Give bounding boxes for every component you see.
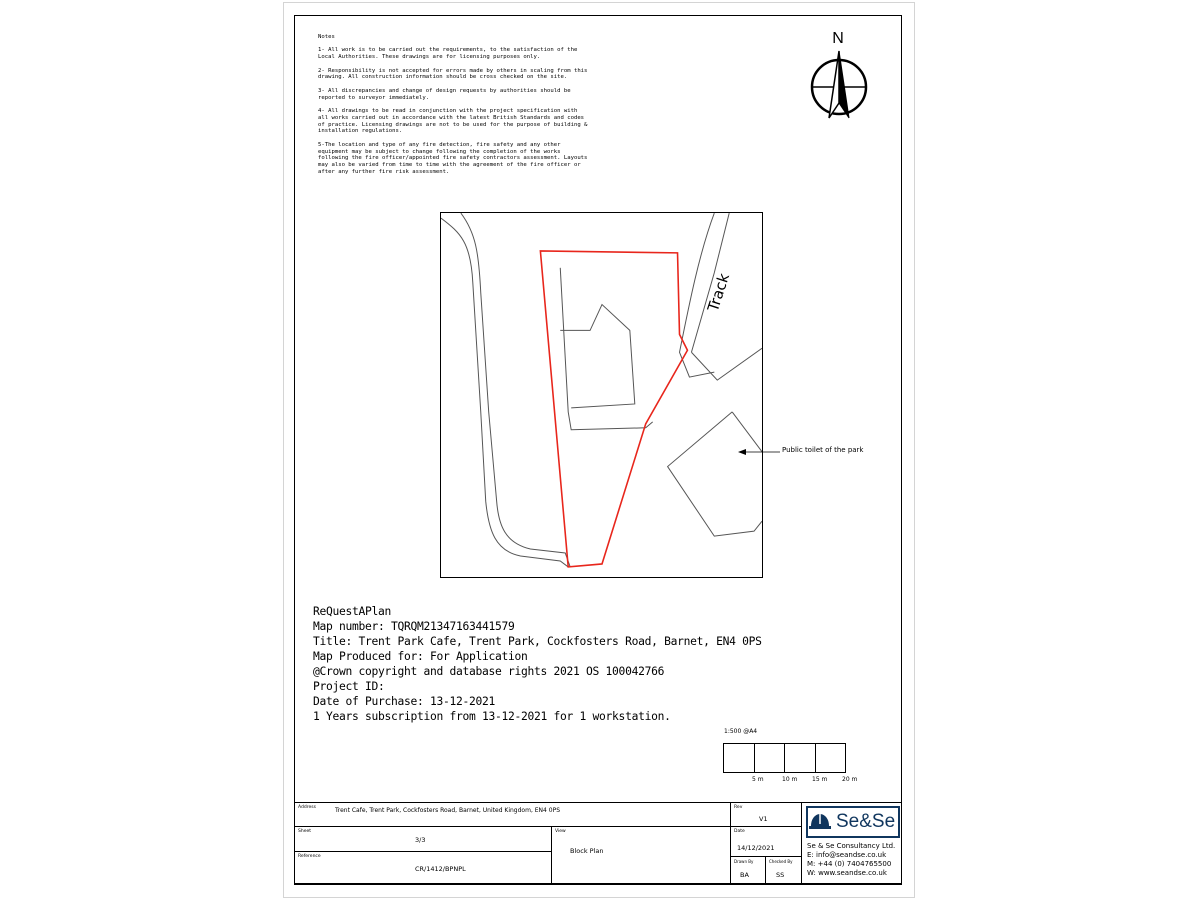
company-phone: M: +44 (0) 7404765500 (807, 860, 892, 868)
view-cell (551, 826, 731, 885)
note-item: 4- All drawings to be read in conjunction with the project specification with all works carried out in accordance with the latest British Standards and codes of practice. Licensing drawings are not to be used for the purpose of building & installation regulations. (318, 108, 588, 135)
rev-label: Rev (734, 805, 743, 810)
checked-by-value: SS (776, 871, 785, 879)
map-number: Map number: TQRQM21347163441579 (313, 620, 515, 633)
scale-segment (754, 743, 786, 773)
notes-block (318, 27, 588, 182)
reference-label: Reference (298, 854, 321, 859)
note-item: 3- All discrepancies and change of design requests by authorities should be reported to surveyor immediately. (318, 87, 571, 101)
site-boundary (540, 251, 687, 567)
scale-segments (724, 743, 846, 773)
scale-label: 15 m (812, 776, 828, 783)
note-item: 1- All work is to be carried out the requirements, to the satisfaction of the Local Authorities. These drawings are for licensing purposes only. (318, 47, 578, 60)
toilet-label: Public toilet of the park (782, 446, 864, 454)
subscription: 1 Years subscription from 13-12-2021 for 1 workstation. (313, 710, 671, 723)
note-item: 2- Responsibility is not accepted for errors made by others in scaling from this drawing. All construction information should be cross checked on the site. (318, 67, 588, 81)
reference-value: CR/1412/BPNPL (415, 865, 466, 873)
produced-for: Map Produced for: For Application (313, 650, 528, 663)
arrow-left-icon (738, 447, 780, 457)
checked-by-cell (765, 856, 802, 885)
site-map-drawing (441, 213, 762, 577)
checked-by-label: Checked By (769, 859, 793, 864)
copyright: @Crown copyright and database rights 2021 OS 100042766 (313, 665, 665, 678)
scale-label: 5 m (752, 776, 764, 783)
scale-segment (723, 743, 755, 773)
north-arrow-icon (805, 25, 875, 121)
scale-label: 10 m (782, 776, 798, 783)
scale-segment (815, 743, 847, 773)
notes-heading: Notes (318, 33, 335, 40)
rev-cell (730, 802, 802, 827)
reference-cell (294, 851, 552, 885)
toilet-outline (732, 412, 762, 452)
map-title: Title: Trent Park Cafe, Trent Park, Cockfosters Road, Barnet, EN4 0PS (313, 635, 762, 648)
road-edge-left (441, 218, 568, 567)
rev-value: V1 (759, 815, 768, 823)
scale-title: 1:500 @A4 (724, 728, 758, 735)
sheet-cell (294, 826, 552, 852)
company-web: W: www.seandse.co.uk (807, 869, 887, 877)
compass-label: N (832, 30, 844, 47)
date-value: 14/12/2021 (737, 844, 775, 852)
address-label: Address (298, 805, 316, 810)
company-logo (806, 806, 900, 838)
purchase-date: Date of Purchase: 13-12-2021 (313, 695, 496, 708)
company-name: Se & Se Consultancy Ltd. (807, 842, 896, 850)
view-value: Block Plan (570, 847, 604, 855)
sheet-value: 3/3 (415, 836, 426, 844)
company-email: E: info@seandse.co.uk (807, 851, 887, 859)
scale-segment (784, 743, 816, 773)
date-cell (730, 826, 802, 857)
road-edge-right (461, 213, 570, 567)
track-edge (691, 348, 762, 380)
toilet-outline (668, 412, 762, 536)
scale-bar (724, 728, 864, 788)
address-cell (294, 802, 731, 827)
logo-text: Se&Se (836, 811, 896, 832)
track-label: Track (703, 271, 734, 314)
scale-label: 20 m (842, 776, 858, 783)
sheet-label: Sheet (298, 829, 312, 834)
site-map (440, 212, 763, 578)
date-label: Date (734, 829, 745, 834)
hard-hat-icon (808, 810, 832, 834)
note-item: 5-The location and type of any fire detection, fire safety and any other equipment may be subject to change following the completion of the works following the fire officer/appointed fire safety contractors assessment. Layouts may also be varied from time to time with the agreement of the fire officer or after any further fire risk assessment. (318, 141, 588, 175)
company-contact (807, 842, 895, 878)
drawn-by-value: BA (740, 871, 749, 879)
drawn-by-label: Drawn By (734, 859, 754, 864)
view-label: View (555, 829, 566, 834)
drawn-by-cell (730, 856, 766, 885)
provider-name: ReQuestAPlan (313, 605, 392, 618)
map-info-block (313, 604, 762, 724)
project-id: Project ID: (313, 680, 385, 693)
building-outline (560, 305, 635, 408)
address-value: Trent Cafe, Trent Park, Cockfosters Road, Barnet, United Kingdom, EN4 0PS (335, 807, 561, 814)
